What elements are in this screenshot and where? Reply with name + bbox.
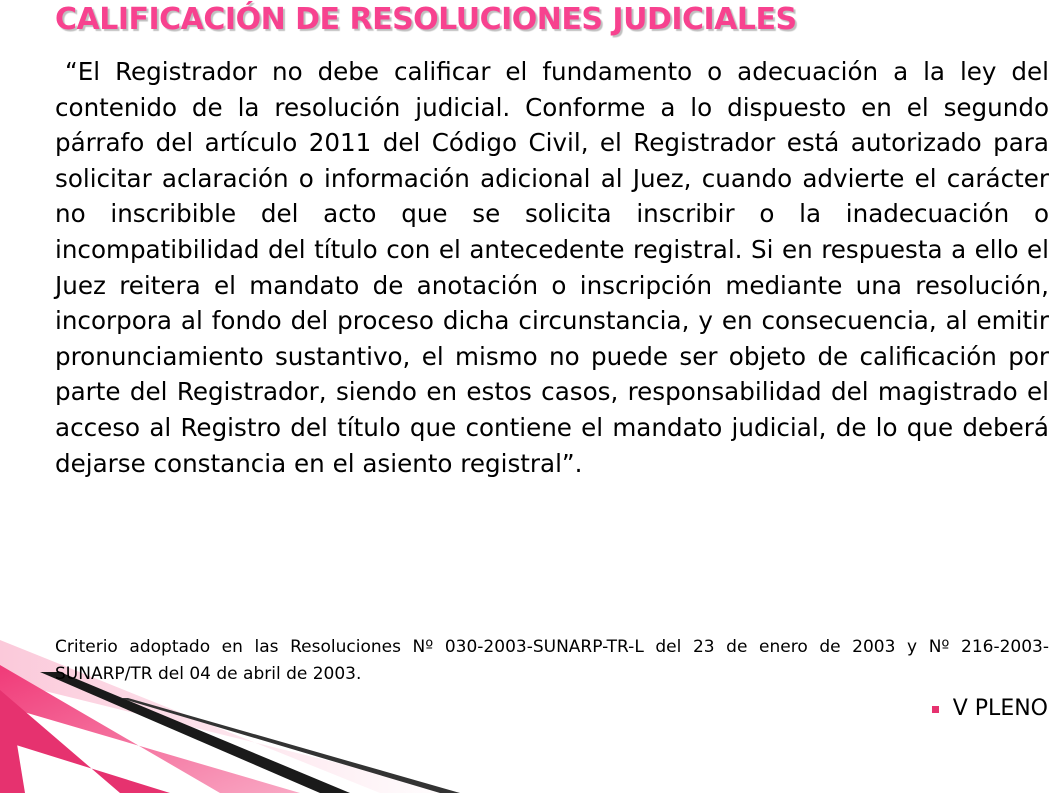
bullet-item-label: V PLENO [952,696,1048,721]
square-bullet-icon [932,706,939,713]
quote-paragraph: “El Registrador no debe calificar el fundamento o adecuación a la ley del contenido de la resolución judicial. Conforme a lo dispuesto en el segundo párrafo del artículo 2011 del Código Civil, el Registrador está autorizado para solicitar aclaración o información adicional al Juez, cuando advierte el carácter no inscribible del acto que se solicita inscribir o la inadecuación o incompatibilidad del título con el antecedente registral. Si en respuesta a ello el Juez reitera el mandato de anotación o inscripción mediante una resolución, incorpora al fondo del proceso dicha circunstancia, y en consecuencia, al emitir pronunciamiento sustantivo, el mismo no puede ser objeto de calificación por parte del Registrador, siendo en estos casos, responsabilidad del magistrado el acceso al Registro del título que contiene el mandato judicial, de lo que deberá dejarse constancia en el asiento registral”. [55,57,1049,478]
bullet-item [932,696,1048,721]
slide-title: CALIFICACIÓN DE RESOLUCIONES JUDICIALES [55,2,797,37]
criterio-paragraph: Criterio adoptado en las Resoluciones Nº 030-2003-SUNARP-TR-L del 23 de enero de 2003 y Nº 216-2003-SUNARP/TR del 04 de abril de 2003. [55,637,1049,684]
